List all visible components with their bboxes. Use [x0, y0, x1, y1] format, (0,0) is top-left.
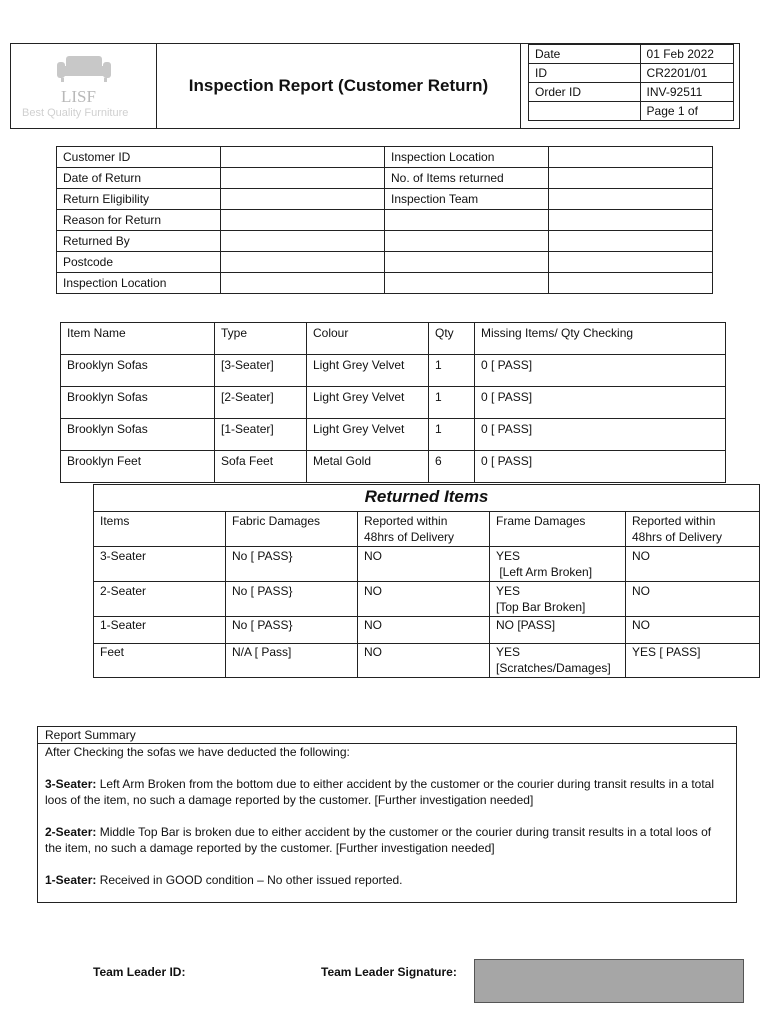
team-leader-signature-label: Team Leader Signature: — [321, 965, 457, 979]
table-cell: Brooklyn Sofas — [61, 419, 215, 451]
table-cell: NO — [358, 582, 490, 617]
field-value[interactable] — [221, 210, 385, 231]
field-value[interactable] — [385, 273, 549, 294]
table-cell: YES [ PASS] — [626, 644, 760, 678]
table-cell: 0 [ PASS] — [475, 451, 726, 483]
table-row — [61, 451, 726, 483]
field-value[interactable] — [221, 273, 385, 294]
field-label: Returned By — [57, 231, 221, 252]
meta-value[interactable]: CR2201/01 — [640, 64, 733, 83]
meta-row-page — [529, 102, 734, 121]
table-cell: No [ PASS} — [226, 582, 358, 617]
table-row — [94, 644, 760, 678]
logo-name: LISF — [61, 87, 96, 106]
field-value[interactable] — [221, 252, 385, 273]
meta-value[interactable]: Page 1 of — [640, 102, 733, 121]
table-cell: 0 [ PASS] — [475, 419, 726, 451]
column-header: Type — [215, 323, 307, 355]
report-meta-table — [528, 44, 734, 121]
table-cell: NO — [358, 644, 490, 678]
summary-item-text: Left Arm Broken from the bottom due to either accident by the customer or the courier during transit results in a total loos of the item, no such a damage reported by the customer. [Further investigation needed] — [45, 777, 714, 807]
table-cell: No [ PASS} — [226, 617, 358, 644]
customer-info-row — [57, 231, 713, 252]
table-row — [94, 582, 760, 617]
summary-item — [38, 824, 736, 856]
column-header: Frame Damages — [490, 512, 626, 547]
field-value[interactable] — [385, 231, 549, 252]
page-title: Inspection Report (Customer Return) — [157, 44, 521, 128]
table-cell: NO — [626, 582, 760, 617]
table-cell: Metal Gold — [307, 451, 429, 483]
report-header — [10, 43, 740, 129]
field-value[interactable] — [385, 252, 549, 273]
meta-value[interactable]: INV-92511 — [640, 83, 733, 102]
items-table — [60, 322, 726, 483]
field-value[interactable] — [221, 168, 385, 189]
table-cell: 1 — [429, 355, 475, 387]
table-cell: Light Grey Velvet — [307, 387, 429, 419]
column-header: Fabric Damages — [226, 512, 358, 547]
report-summary — [37, 726, 737, 903]
meta-label: Date — [529, 45, 641, 64]
summary-item-label: 2-Seater: — [45, 825, 97, 839]
field-label: Reason for Return — [57, 210, 221, 231]
returned-header-row — [94, 512, 760, 547]
column-header: Items — [94, 512, 226, 547]
column-header: Reported within 48hrs of Delivery — [626, 512, 760, 547]
table-cell: 3-Seater — [94, 547, 226, 582]
field-value[interactable] — [549, 273, 713, 294]
field-value[interactable] — [221, 147, 385, 168]
column-header: Qty — [429, 323, 475, 355]
summary-item — [38, 776, 736, 808]
table-cell: Brooklyn Feet — [61, 451, 215, 483]
field-label: No. of Items returned — [385, 168, 549, 189]
field-value[interactable] — [549, 252, 713, 273]
table-row — [61, 355, 726, 387]
field-value[interactable] — [549, 189, 713, 210]
customer-info-table — [56, 146, 713, 294]
field-label: Inspection Team — [385, 189, 549, 210]
table-cell: NO [PASS] — [490, 617, 626, 644]
company-logo — [11, 44, 157, 128]
table-cell: [1-Seater] — [215, 419, 307, 451]
field-value[interactable] — [221, 231, 385, 252]
table-cell: Light Grey Velvet — [307, 419, 429, 451]
meta-label: ID — [529, 64, 641, 83]
table-cell: N/A [ Pass] — [226, 644, 358, 678]
table-cell: 2-Seater — [94, 582, 226, 617]
summary-item-text: Received in GOOD condition – No other issued reported. — [96, 873, 403, 887]
table-cell: YES [Top Bar Broken] — [490, 582, 626, 617]
customer-info-row — [57, 210, 713, 231]
field-value[interactable] — [221, 189, 385, 210]
table-cell: NO — [626, 617, 760, 644]
column-header: Colour — [307, 323, 429, 355]
summary-heading: Report Summary — [38, 727, 736, 744]
table-cell: 6 — [429, 451, 475, 483]
table-cell: YES [Left Arm Broken] — [490, 547, 626, 582]
table-cell: No [ PASS} — [226, 547, 358, 582]
table-cell: 1-Seater — [94, 617, 226, 644]
table-cell: Sofa Feet — [215, 451, 307, 483]
customer-info-row — [57, 147, 713, 168]
column-header: Reported within 48hrs of Delivery — [358, 512, 490, 547]
logo-tagline: Best Quality Furniture — [22, 107, 129, 119]
field-value[interactable] — [549, 168, 713, 189]
customer-info-row — [57, 189, 713, 210]
table-cell: Light Grey Velvet — [307, 355, 429, 387]
field-label: Return Eligibility — [57, 189, 221, 210]
column-header: Missing Items/ Qty Checking — [475, 323, 726, 355]
customer-info-row — [57, 252, 713, 273]
table-row — [94, 617, 760, 644]
meta-row-order-id — [529, 83, 734, 102]
table-row — [61, 387, 726, 419]
signature-field[interactable] — [474, 959, 744, 1003]
items-header-row — [61, 323, 726, 355]
field-value[interactable] — [549, 231, 713, 252]
returned-items-table — [93, 484, 760, 678]
returned-items-title: Returned Items — [94, 485, 760, 512]
field-label: Inspection Location — [57, 273, 221, 294]
table-cell: [3-Seater] — [215, 355, 307, 387]
meta-value[interactable]: 01 Feb 2022 — [640, 45, 733, 64]
summary-item-label: 3-Seater: — [45, 777, 97, 791]
customer-info-row — [57, 168, 713, 189]
table-cell: 1 — [429, 387, 475, 419]
field-label: Inspection Location — [385, 147, 549, 168]
field-value[interactable] — [549, 147, 713, 168]
table-cell: 1 — [429, 419, 475, 451]
meta-label — [529, 102, 641, 121]
table-cell: [2-Seater] — [215, 387, 307, 419]
customer-info-row — [57, 273, 713, 294]
summary-item-label: 1-Seater: — [45, 873, 97, 887]
table-cell: NO — [626, 547, 760, 582]
summary-item-text: Middle Top Bar is broken due to either accident by the customer or the courier during transit results in a total loos of the item, no such a damage reported by the customer. [Further investigation needed] — [45, 825, 712, 855]
meta-label: Order ID — [529, 83, 641, 102]
table-cell: NO — [358, 617, 490, 644]
table-cell: 0 [ PASS] — [475, 355, 726, 387]
table-row — [94, 547, 760, 582]
table-cell: NO — [358, 547, 490, 582]
table-cell: Brooklyn Sofas — [61, 355, 215, 387]
table-cell: Brooklyn Sofas — [61, 387, 215, 419]
field-label: Postcode — [57, 252, 221, 273]
meta-row-date — [529, 45, 734, 64]
column-header: Item Name — [61, 323, 215, 355]
field-label: Date of Return — [57, 168, 221, 189]
summary-item — [38, 872, 736, 888]
summary-intro: After Checking the sofas we have deducted the following: — [45, 745, 350, 759]
table-cell: Feet — [94, 644, 226, 678]
team-leader-id-label: Team Leader ID: — [93, 965, 186, 979]
meta-row-id — [529, 64, 734, 83]
table-row — [61, 419, 726, 451]
table-cell: YES [Scratches/Damages] — [490, 644, 626, 678]
table-cell: 0 [ PASS] — [475, 387, 726, 419]
field-value[interactable] — [385, 210, 549, 231]
field-label: Customer ID — [57, 147, 221, 168]
field-value[interactable] — [549, 210, 713, 231]
